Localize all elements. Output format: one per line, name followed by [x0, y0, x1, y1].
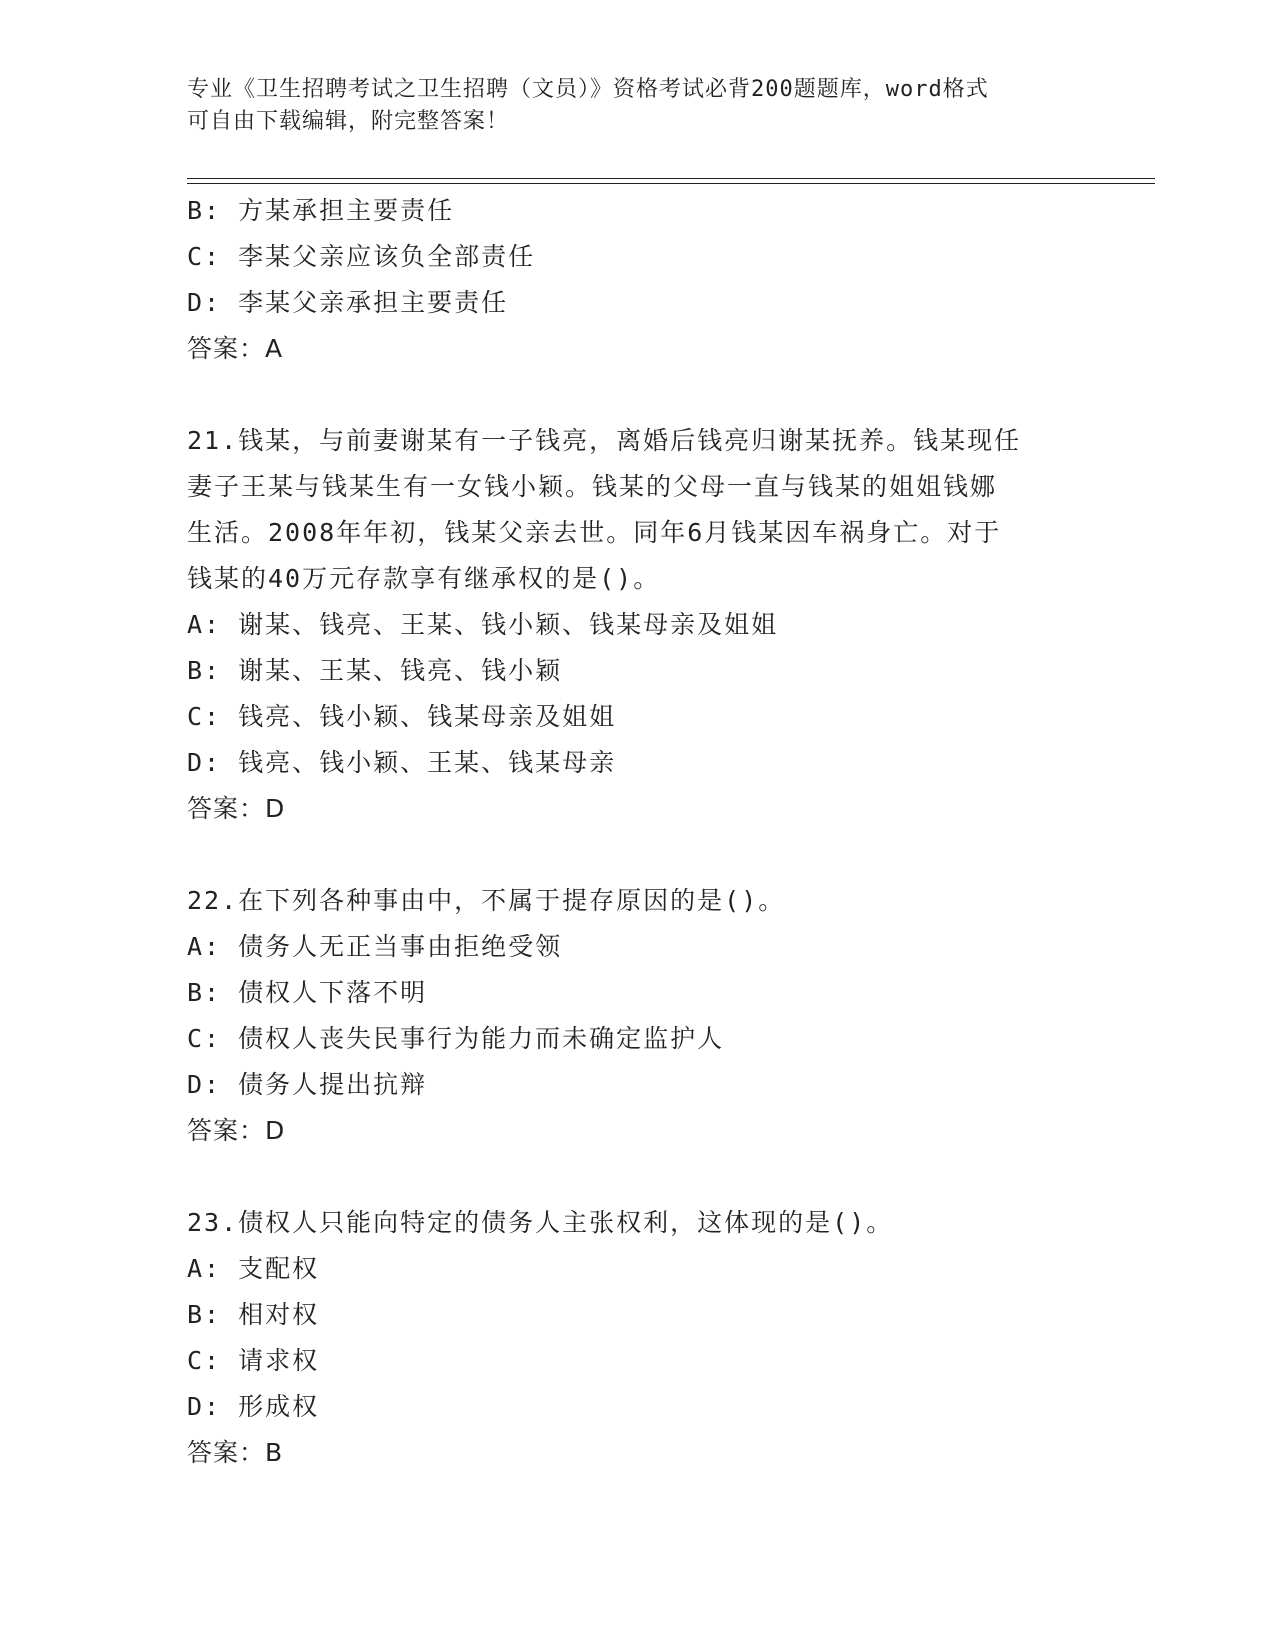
question-stem: 22.在下列各种事由中，不属于提存原因的是()。 — [187, 886, 786, 915]
option-c: C: 李某父亲应该负全部责任 — [187, 242, 536, 271]
question-block-carryover — [187, 188, 1087, 372]
option-b: B: 债权人下落不明 — [187, 978, 428, 1007]
option-a: A: 谢某、钱亮、王某、钱小颖、钱某母亲及姐姐 — [187, 610, 779, 639]
header-rule-top — [187, 178, 1155, 179]
option-c: C: 债权人丧失民事行为能力而未确定监护人 — [187, 1024, 725, 1053]
question-stem-line: 生活。2008年年初，钱某父亲去世。同年6月钱某因车祸身亡。对于 — [187, 518, 1002, 547]
option-b: B: 谢某、王某、钱亮、钱小颖 — [187, 656, 563, 685]
question-stem — [187, 418, 1087, 602]
spacer — [187, 372, 1087, 418]
question-stem-line: 妻子王某与钱某生有一女钱小颖。钱某的父母一直与钱某的姐姐钱娜 — [187, 472, 998, 501]
option-b: B: 相对权 — [187, 1300, 320, 1329]
answer-line: 答案：D — [187, 1116, 286, 1145]
document-header — [187, 74, 1087, 138]
question-stem-line: 21.钱某，与前妻谢某有一子钱亮，离婚后钱亮归谢某抚养。钱某现任 — [187, 426, 1022, 455]
option-b: B: 方某承担主要责任 — [187, 196, 455, 225]
question-stem: 23.债权人只能向特定的债务人主张权利，这体现的是()。 — [187, 1208, 894, 1237]
option-d: D: 李某父亲承担主要责任 — [187, 288, 509, 317]
option-d: D: 债务人提出抗辩 — [187, 1070, 428, 1099]
header-line-1: 专业《卫生招聘考试之卫生招聘（文员）》资格考试必背200题题库，word格式 — [187, 77, 989, 102]
answer-line: 答案：B — [187, 1438, 284, 1467]
option-d: D: 钱亮、钱小颖、王某、钱某母亲 — [187, 748, 617, 777]
question-block-21 — [187, 418, 1087, 832]
spacer — [187, 832, 1087, 878]
option-c: C: 钱亮、钱小颖、钱某母亲及姐姐 — [187, 702, 617, 731]
question-list — [187, 188, 1087, 1476]
question-stem-line: 钱某的40万元存款享有继承权的是()。 — [187, 564, 661, 593]
header-line-2: 可自由下载编辑，附完整答案！ — [187, 109, 510, 134]
question-block-23 — [187, 1200, 1087, 1476]
option-a: A: 债务人无正当事由拒绝受领 — [187, 932, 563, 961]
header-rule-bottom — [187, 183, 1155, 184]
option-a: A: 支配权 — [187, 1254, 320, 1283]
option-d: D: 形成权 — [187, 1392, 320, 1421]
question-block-22 — [187, 878, 1087, 1154]
option-c: C: 请求权 — [187, 1346, 320, 1375]
spacer — [187, 1154, 1087, 1200]
answer-line: 答案：A — [187, 334, 284, 363]
answer-line: 答案：D — [187, 794, 286, 823]
